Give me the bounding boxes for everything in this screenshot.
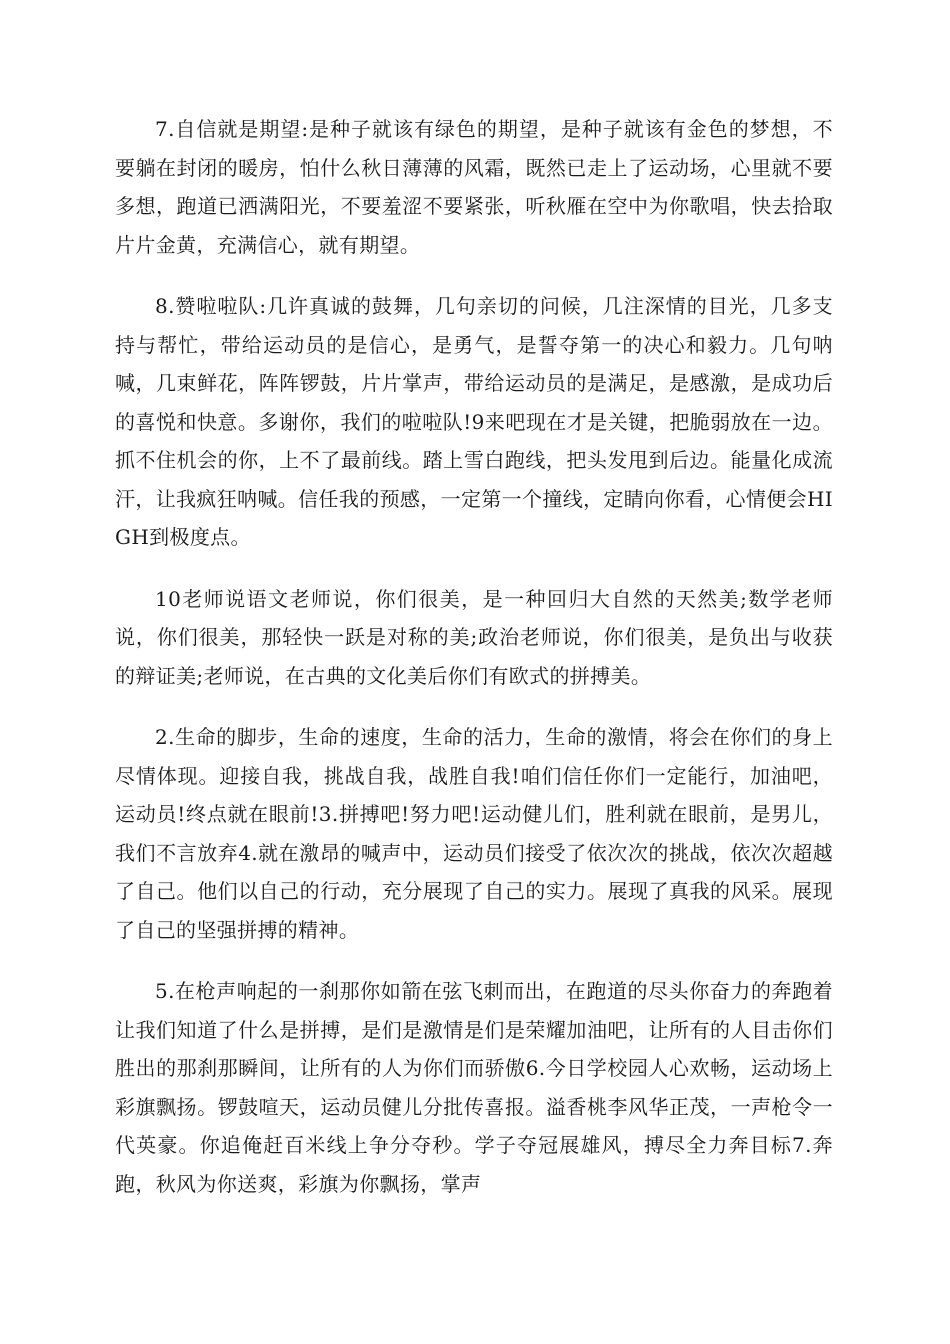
paragraph-pace-of-life: 2.生命的脚步，生命的速度，生命的活力，生命的激情，将会在你们的身上尽情体现。迎接自我，挑战自我，战胜自我!咱们信任你们一定能行，加油吧，运动员!终点就在眼前!3.拼搏吧!努力吧!运动健儿们，胜利就在眼前，是男儿，我们不言放弃4.就在激昂的喊声中，运动员们接受了依次次的挑战，依次次超越了自己。他们以自己的行动，充分展现了自己的实力。展现了真我的风采。展现了自己的坚强拼搏的精神。 [115, 725, 833, 942]
paragraph-confidence-hope: 7.自信就是期望:是种子就该有绿色的期望，是种子就该有金色的梦想，不要躺在封闭的暖房，怕什么秋日薄薄的风霜，既然已走上了运动场，心里就不要多想，跑道已洒满阳光，不要羞涩不要紧张，听秋雁在空中为你歌唱，快去拾取片片金黄，充满信心，就有期望。 [115, 117, 833, 257]
paragraph-teachers-say: 10老师说语文老师说，你们很美，是一种回归大自然的天然美;数学老师说，你们很美，那轻快一跃是对称的美;政治老师说，你们很美，是负出与收获的辩证美;老师说，在古典的文化美后你们有欧式的拼搏美。 [115, 586, 833, 688]
document-body [115, 110, 833, 1226]
paragraph-cheerleaders: 8.赞啦啦队:几许真诚的鼓舞，几句亲切的问候，几注深情的目光，几多支持与帮忙，带给运动员的是信心，是勇气，是誓夺第一的决心和毅力。几句呐喊，几束鲜花，阵阵锣鼓，片片掌声，带给运动员的是满足，是感激，是成功后的喜悦和快意。多谢你，我们的啦啦队!9来吧现在才是关键，把脆弱放在一边。抓不住机会的你，上不了最前线。踏上雪白跑线，把头发甩到后边。能量化成流汗，让我疯狂呐喊。信任我的预感，一定第一个撞线，定睛向你看，心情便会HIGH到极度点。 [115, 294, 833, 549]
paragraph-gunshot-start: 5.在枪声响起的一刹那你如箭在弦飞刺而出，在跑道的尽头你奋力的奔跑着让我们知道了什么是拼搏，是们是激情是们是荣耀加油吧，让所有的人目击你们胜出的那刹那瞬间，让所有的人为你们而骄傲6.今日学校园人心欢畅，运动场上彩旗飘扬。锣鼓喧天，运动员健儿分批传喜报。溢香桃李风华正茂，一声枪令一代英豪。你追俺赶百米线上争分夺秒。学子夺冠展雄风，搏尽全力奔目标7.奔跑，秋风为你送爽，彩旗为你飘扬，掌声 [115, 979, 833, 1196]
